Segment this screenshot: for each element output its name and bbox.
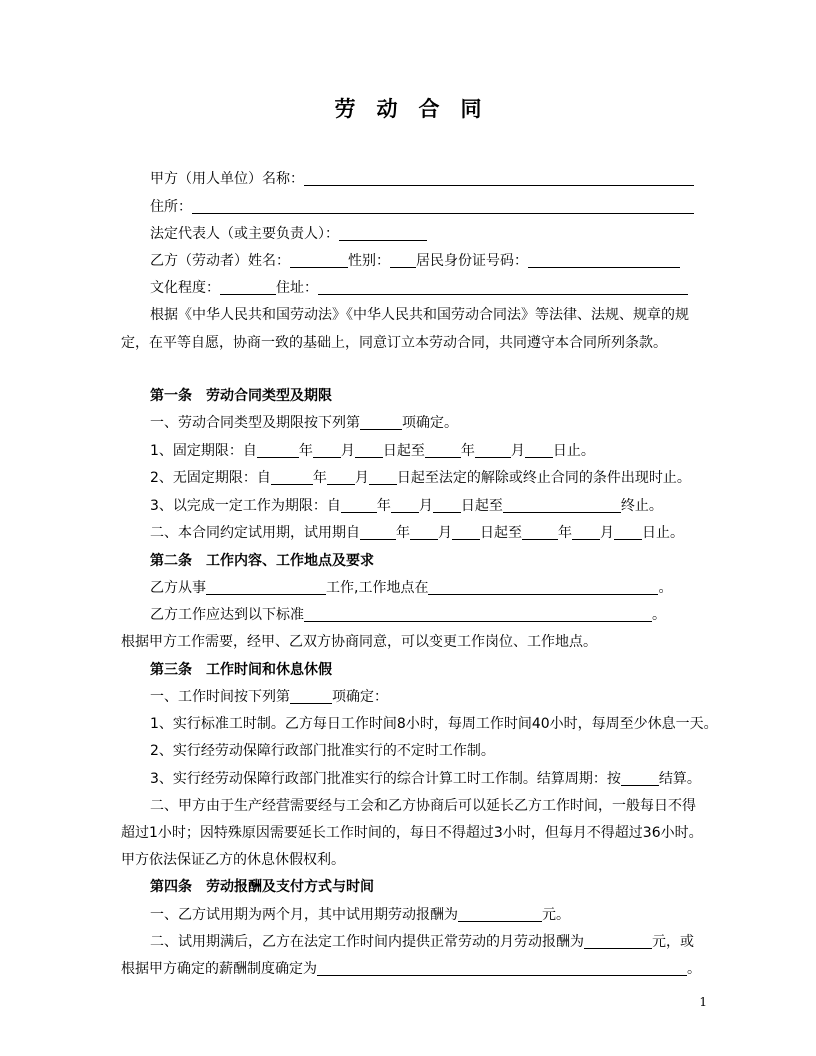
text: 。 (687, 961, 701, 977)
article2-line-1 (150, 579, 672, 597)
intro-line-2: 定，在平等自愿，协商一致的基础上，同意订立本劳动合同，共同遵守本合同所列条款。 (121, 335, 667, 351)
article3-line-4 (150, 770, 701, 788)
blank[interactable] (572, 525, 600, 540)
text: 一、乙方试用期为两个月，其中试用期劳动报酬为 (150, 907, 458, 923)
education-line (150, 279, 688, 297)
text: 年 (298, 443, 313, 459)
article3-line-7: 甲方依法保证乙方的休息休假权利。 (121, 852, 345, 868)
article3-line-6: 超过1小时；因特殊原因需要延长工作时间的，每日不得超过3小时，但每月不得超过36小时。 (121, 825, 703, 841)
text: 工作,工作地点在 (326, 580, 429, 596)
text: 月 (438, 525, 452, 541)
legal-rep-label: 法定代表人（或主要负责人）： (150, 226, 339, 242)
text: 月 (510, 443, 525, 459)
article3-line-3: 2、实行经劳动保障行政部门批准实行的不定时工作制。 (150, 743, 495, 759)
text: 3、以完成一定工作为期限：自 (150, 498, 341, 514)
text: 元，或 (652, 934, 694, 950)
text: 结算。 (658, 771, 701, 787)
text: 年 (460, 443, 475, 459)
blank[interactable] (355, 443, 383, 458)
text: 月 (340, 443, 355, 459)
text: 日起至 (480, 525, 522, 541)
address-label: 住所： (150, 199, 192, 215)
party-a-line (150, 170, 694, 188)
article2-heading: 第二条 工作内容、工作地点及要求 (150, 553, 374, 569)
blank[interactable] (410, 525, 438, 540)
text: 项确定： (332, 689, 388, 705)
article4-heading: 第四条 劳动报酬及支付方式与时间 (150, 879, 374, 895)
blank[interactable] (503, 498, 621, 513)
gender-label: 性别： (348, 253, 390, 269)
blank[interactable] (475, 443, 511, 458)
blank[interactable] (525, 443, 553, 458)
id-blank[interactable] (528, 253, 680, 268)
article3-line-5: 二、甲方由于生产经营需要经与工会和乙方协商后可以延长乙方工作时间，一般每日不得 (150, 798, 696, 814)
text: 日止。 (642, 525, 684, 541)
article1-line-3 (150, 469, 691, 487)
text: 日起至 (460, 498, 503, 514)
text: 年 (312, 470, 327, 486)
article1-line-5 (150, 524, 684, 542)
text: 元。 (542, 907, 570, 923)
residence-blank[interactable] (318, 280, 688, 295)
text: 年 (376, 498, 391, 514)
residence-label: 住址： (276, 280, 318, 296)
text: 根据甲方确定的薪酬制度确定为 (121, 961, 317, 977)
blank[interactable] (452, 525, 480, 540)
blank[interactable] (614, 525, 642, 540)
text: 乙方工作应达到以下标准 (150, 607, 304, 623)
location-blank[interactable] (428, 580, 658, 595)
text: 项确定。 (402, 415, 458, 431)
blank[interactable] (391, 498, 419, 513)
text: 日止。 (552, 443, 595, 459)
probation-pay-blank[interactable] (458, 907, 542, 922)
blank[interactable] (341, 498, 377, 513)
text: 一、工作时间按下列第 (150, 689, 290, 705)
article1-heading: 第一条 劳动合同类型及期限 (150, 388, 332, 404)
article2-line-2 (150, 606, 666, 624)
standard-blank[interactable] (304, 607, 652, 622)
legal-rep-line (150, 225, 427, 243)
text: 年 (558, 525, 572, 541)
party-a-blank[interactable] (304, 171, 694, 186)
text: 乙方从事 (150, 580, 206, 596)
address-line (150, 198, 694, 216)
blank[interactable] (425, 443, 461, 458)
text: 3、实行经劳动保障行政部门批准实行的综合计算工时工作制。结算周期：按 (150, 771, 621, 787)
intro-line-1: 根据《中华人民共和国劳动法》《中华人民共和国劳动合同法》等法律、法规、规章的规 (150, 307, 689, 323)
article3-heading: 第三条 工作时间和休息休假 (150, 662, 332, 678)
settlement-blank[interactable] (621, 771, 659, 786)
text: 。 (652, 607, 666, 623)
text: 日起至 (382, 443, 425, 459)
blank[interactable] (257, 443, 299, 458)
job-blank[interactable] (206, 580, 326, 595)
blank[interactable] (522, 525, 558, 540)
salary-system-blank[interactable] (317, 961, 687, 976)
education-blank[interactable] (220, 280, 276, 295)
text: 日起至法定的解除或终止合同的条件出现时止。 (396, 470, 691, 486)
article1-line-1 (150, 414, 458, 432)
article4-line-3 (121, 960, 701, 978)
text: 终止。 (620, 498, 663, 514)
text: 。 (658, 580, 673, 596)
party-b-label: 乙方（劳动者）姓名： (150, 253, 290, 269)
text: 二、本合同约定试用期，试用期自 (150, 525, 360, 541)
text: 月 (354, 470, 369, 486)
text: 二、试用期满后，乙方在法定工作时间内提供正常劳动的月劳动报酬为 (150, 934, 584, 950)
party-b-name-blank[interactable] (290, 253, 348, 268)
text: 月 (600, 525, 614, 541)
gender-blank[interactable] (390, 253, 416, 268)
article1-line-4 (150, 497, 663, 515)
text: 1、固定期限：自 (150, 443, 257, 459)
blank[interactable] (271, 470, 313, 485)
article3-line-2: 1、实行标准工时制。乙方每日工作时间8小时，每周工作时间40小时，每周至少休息一天。 (150, 716, 718, 732)
text: 月 (418, 498, 433, 514)
article3-line-1 (150, 688, 388, 706)
text: 一、劳动合同类型及期限按下列第 (150, 415, 360, 431)
address-blank[interactable] (192, 199, 694, 214)
blank[interactable] (360, 525, 396, 540)
article4-line-1 (150, 906, 570, 924)
article2-line-3: 根据甲方工作需要，经甲、乙双方协商同意，可以变更工作岗位、工作地点。 (121, 634, 597, 650)
party-a-label: 甲方（用人单位）名称： (150, 171, 304, 187)
text: 年 (396, 525, 410, 541)
blank[interactable] (327, 470, 355, 485)
blank[interactable] (433, 498, 461, 513)
education-label: 文化程度： (150, 280, 220, 296)
monthly-pay-blank[interactable] (584, 934, 652, 949)
article4-line-2 (150, 933, 694, 951)
blank[interactable] (290, 689, 332, 704)
article1-line-2 (150, 442, 595, 460)
blank[interactable] (313, 443, 341, 458)
legal-rep-blank[interactable] (339, 226, 427, 241)
blank[interactable] (360, 415, 402, 430)
page-number: 1 (699, 995, 707, 1009)
blank[interactable] (369, 470, 397, 485)
contract-title: 劳 动 合 同 (334, 96, 482, 121)
party-b-line (150, 252, 680, 270)
text: 2、无固定期限：自 (150, 470, 271, 486)
id-label: 居民身份证号码： (416, 253, 528, 269)
